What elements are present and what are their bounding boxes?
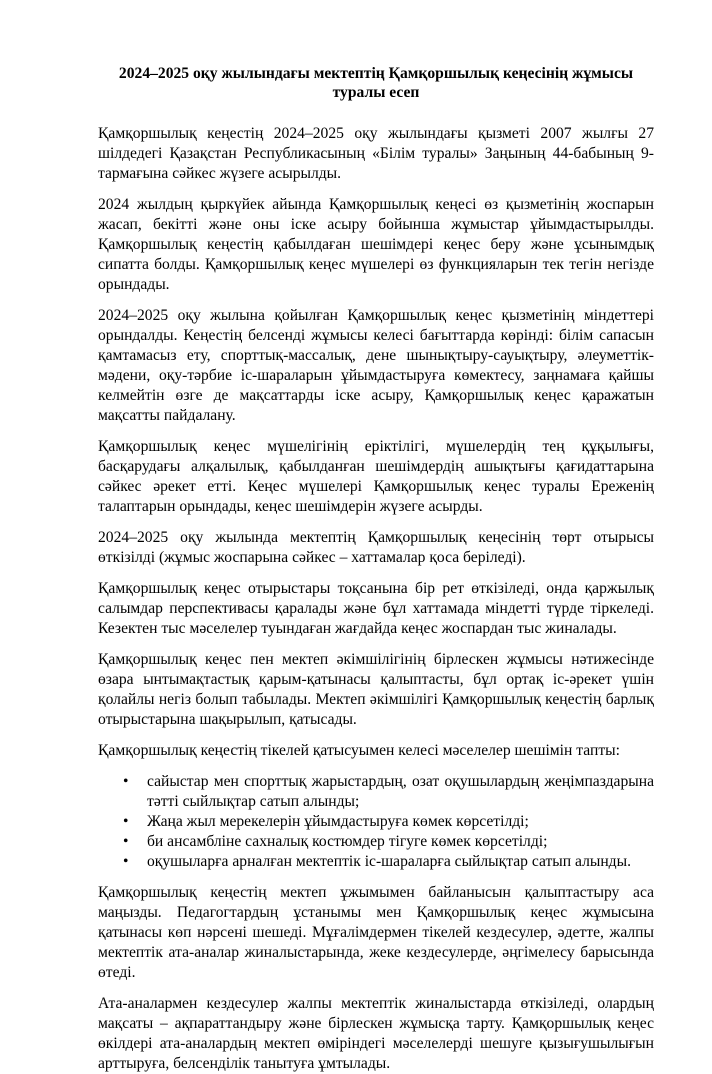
document-title: 2024–2025 оқу жылындағы мектептің Қамқоршылық кеңесінің жұмысы туралы есеп [118, 65, 634, 101]
paragraph-plan-approval: 2024 жылдың қыркүйек айында Қамқоршылық кеңесі өз қызметінің жоспарын жасап, бекітті және оны іске асыру бойынша жұмыстар ұйымдастырылды. Қамқоршылық кеңестің қабылдаған шешімдері кеңес беру және ұсынымдық сипатта болды. Қамқоршылық кеңес мүшелері өз функцияларын тек тегін негізде орындады. [98, 196, 654, 293]
list-item-new-year-help: • Жаңа жыл мерекелерін ұйымдастыруға көмек көрсетілді; [147, 812, 654, 832]
paragraph-legal-basis: Қамқоршылық кеңестің 2024–2025 оқу жылындағы қызметі 2007 жылғы 27 шілдедегі Қазақстан Республикасының «Білім туралы» Заңының 44-бабының 9-тармағына сәйкес жүзеге асырылды. [98, 125, 654, 182]
paragraph-four-meetings: 2024–2025 оқу жылында мектептің Қамқоршылық кеңесінің төрт отырысы өткізілді (жұмыс жоспарына сәйкес – хаттамалар қоса беріледі). [98, 529, 654, 566]
list-item-sweet-prizes: • сайыстар мен спорттық жарыстардың, озат оқушылардың жеңімпаздарына тәтті сыйлықтар сатып алынды; [147, 772, 654, 812]
solved-issues-list [98, 772, 654, 872]
paragraph-parent-meetings: Ата-аналармен кездесулер жалпы мектептік жиналыстарда өткізіледі, олардың мақсаты – ақпараттандыру және бірлескен жұмысқа тарту. Қамқоршылық кеңес өкілдері ата-аналардың мектеп өміріндегі мәселелерді шешуге қызығушылығын арттыруға, белсенділік танытуға ұмтылады. [98, 995, 654, 1072]
paragraph-tasks-directions: 2024–2025 оқу жылына қойылған Қамқоршылық кеңес қызметінің міндеттері орындалды. Кеңестің белсенді жұмысы келесі бағыттарда көрінді: білім сапасын қамтамасыз ету, спорттық-массалық, дене шынықтыру-сауықтыру, әлеуметтік-мәдени, оқу-тәрбие іс-шараларын ұйымдастыруға көмектесу, заңнамаға қайшы келмейтін өзге де мақсаттарды іске асыру, Қамқоршылық кеңес қаражатын мақсатты пайдалану. [98, 307, 654, 424]
paragraph-teacher-relations: Қамқоршылық кеңестің мектеп ұжымымен байланысын қалыптастыру аса маңызды. Педагогтардың ұстанымы мен Қамқоршылық кеңес жұмысына қатынасы көп нәрсені шешеді. Мұғалімдермен тікелей кездесулер, әдетте, жалпы мектептік ата-аналар жиналыстарында, жеке кездесулерде, әңгімелесу барысында өтеді. [98, 884, 654, 981]
paragraph-principles: Қамқоршылық кеңес мүшелігінің еріктілігі, мүшелердің тең құқылығы, басқарудағы алқалылық, қабылданған шешімдердің ашықтығы қағидаттарына сәйкес әрекет етті. Кеңес мүшелері Қамқоршылық кеңес туралы Ереженің талаптарын орындады, кеңес шешімдерін жүзеге асырды. [98, 438, 654, 515]
paragraph-administration-cooperation: Қамқоршылық кеңес пен мектеп әкімшілігінің бірлескен жұмысы нәтижесінде өзара ынтымақтастық қарым-қатынасы қалыптасты, бұл ортақ іс-әрекет үшін қолайлы негіз болып табылады. Мектеп әкімшілігі Қамқоршылық кеңестің барлық отырыстарына шақырылып, қатысады. [98, 651, 654, 728]
list-item-school-event-gifts: • оқушыларға арналған мектептік іс-шараларға сыйлықтар сатып алынды. [147, 852, 654, 872]
list-item-dance-costumes: • би ансамбліне сахналық костюмдер тігуге көмек көрсетілді; [147, 832, 654, 852]
paragraph-solved-issues-intro: Қамқоршылық кеңестің тікелей қатысуымен келесі мәселелер шешімін тапты: [98, 742, 620, 759]
paragraph-quarterly-meetings: Қамқоршылық кеңес отырыстары тоқсанына бір рет өткізіледі, онда қаржылық салымдар перспективасы қаралады және бұл хаттамада міндетті түрде тіркеледі. Кезектен тыс мәселелер туындаған жағдайда кеңес жоспардан тыс жиналады. [98, 580, 654, 637]
